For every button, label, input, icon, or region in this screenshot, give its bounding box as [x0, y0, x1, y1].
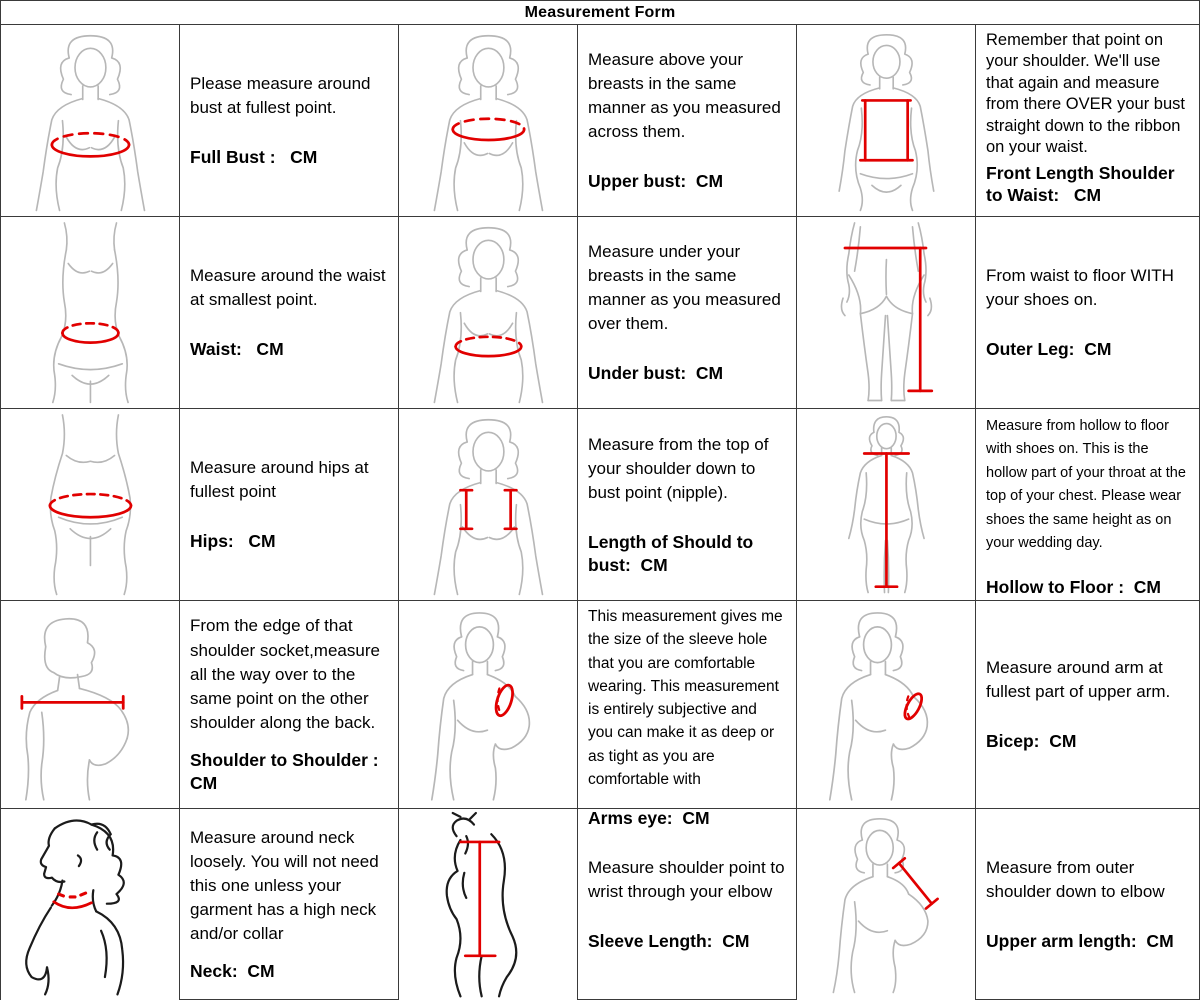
under-bust-cell [578, 217, 797, 409]
front-length-instructions: Remember that point on your shoulder. We'll use that again and measure from there OVER your bust straight down to the ribbon on your waist. [986, 31, 1190, 157]
hollow-to-floor-label: Hollow to Floor : CM [986, 576, 1161, 597]
upper-arm-length-figure [797, 809, 976, 1000]
neck-cell [180, 809, 399, 1000]
full-bust-label: Full Bust : CM [190, 147, 318, 168]
waist-label: Waist: CM [190, 339, 284, 360]
front-length-cell [976, 25, 1199, 217]
sleeve-length-cell [578, 809, 797, 1000]
neck-instructions: Measure around neck loosely. You will not need this one unless your garment has a high neck and/or collar [190, 827, 384, 944]
upper-bust-figure-svg [403, 29, 574, 212]
under-bust-instructions: Measure under your breasts in the same manner as you measured over them. [588, 241, 786, 334]
shoulder-to-shoulder-cell [180, 601, 399, 809]
waist-figure [1, 217, 180, 409]
hips-instructions: Measure around hips at fullest point [190, 458, 374, 502]
sleeve-length-label: Sleeve Length: CM [588, 931, 750, 952]
front-length-label: Front Length Shoulder to Waist: CM [986, 162, 1180, 206]
sleeve-length-figure-svg [403, 813, 574, 996]
bicep-figure [797, 601, 976, 809]
shoulder-to-bust-figure-svg [403, 413, 574, 596]
full-bust-figure [1, 25, 180, 217]
bicep-figure-svg [801, 605, 972, 804]
shoulder-to-shoulder-figure-svg [5, 605, 176, 804]
shoulder-to-shoulder-label: Shoulder to Shoulder : CM [190, 750, 384, 793]
upper-arm-length-figure-svg [801, 813, 972, 996]
arms-eye-figure [399, 601, 578, 809]
front-length-figure-svg [801, 29, 972, 212]
hips-label: Hips: CM [190, 531, 276, 552]
waist-instructions: Measure around the waist at smallest point. [190, 266, 391, 310]
arms-eye-label: Arms eye: CM [588, 808, 710, 828]
shoulder-to-bust-cell [578, 409, 797, 601]
hollow-to-floor-figure [797, 409, 976, 601]
under-bust-figure [399, 217, 578, 409]
shoulder-to-bust-instructions: Measure from the top of your shoulder down to bust point (nipple). [588, 434, 774, 502]
sleeve-length-figure [399, 809, 578, 1000]
upper-bust-instructions: Measure above your breasts in the same manner as you measured across them. [588, 49, 786, 142]
outer-leg-instructions: From waist to floor WITH your shoes on. [986, 266, 1179, 310]
bicep-cell [976, 601, 1199, 809]
full-bust-cell [180, 25, 399, 217]
outer-leg-figure-svg [801, 221, 972, 404]
front-length-shoulder-to-waist-figure [797, 25, 976, 217]
full-bust-figure-svg [5, 29, 176, 212]
neck-figure-svg [5, 813, 176, 996]
measurement-table [1, 25, 1199, 999]
shoulder-to-bust-label: Length of Should to bust: CM [588, 531, 759, 575]
outer-leg-label: Outer Leg: CM [986, 339, 1112, 360]
hips-cell [180, 409, 399, 601]
upper-arm-length-cell [976, 809, 1199, 1000]
upper-arm-length-instructions: Measure from outer shoulder down to elbow [986, 857, 1165, 902]
bicep-label: Bicep: CM [986, 731, 1077, 752]
outer-leg-figure [797, 217, 976, 409]
upper-bust-figure [399, 25, 578, 217]
arms-eye-cell [578, 601, 797, 828]
hollow-to-floor-instructions: Measure from hollow to floor with shoes on. This is the hollow part of your throat at the top of your chest. Please wear shoes the same height as on your wedding day. [986, 418, 1190, 552]
page-title: Measurement Form [1, 1, 1199, 25]
hips-figure-svg [5, 413, 176, 596]
upper-arm-length-label: Upper arm length: CM [986, 931, 1174, 952]
full-bust-instructions: Please measure around bust at fullest point. [190, 74, 376, 118]
neck-label: Neck: CM [190, 961, 275, 982]
upper-bust-label: Upper bust: CM [588, 171, 724, 192]
shoulder-to-shoulder-figure [1, 601, 180, 809]
hollow-to-floor-figure-svg [801, 413, 972, 596]
bicep-instructions: Measure around arm at fullest part of upper arm. [986, 658, 1171, 702]
sleeve-length-instructions: Measure shoulder point to wrist through your elbow [588, 857, 790, 902]
under-bust-figure-svg [403, 221, 574, 404]
under-bust-label: Under bust: CM [588, 363, 724, 384]
shoulder-to-bust-figure [399, 409, 578, 601]
arms-eye-figure-svg [403, 605, 574, 804]
waist-cell [180, 217, 399, 409]
waist-figure-svg [5, 221, 176, 404]
upper-bust-cell [578, 25, 797, 217]
arms-eye-instructions: This measurement gives me the size of the sleeve hole that you are comfortable wearing. This measurement is entirely subjective and you can make it as deep or as tight as you are comfortable with [588, 608, 787, 788]
shoulder-to-shoulder-instructions: From the edge of that shoulder socket,measure all the way over to the same point on the other shoulder along the back. [190, 616, 385, 732]
neck-figure [1, 809, 180, 1000]
hips-figure [1, 409, 180, 601]
hollow-to-floor-cell [976, 409, 1199, 601]
outer-leg-cell [976, 217, 1199, 409]
